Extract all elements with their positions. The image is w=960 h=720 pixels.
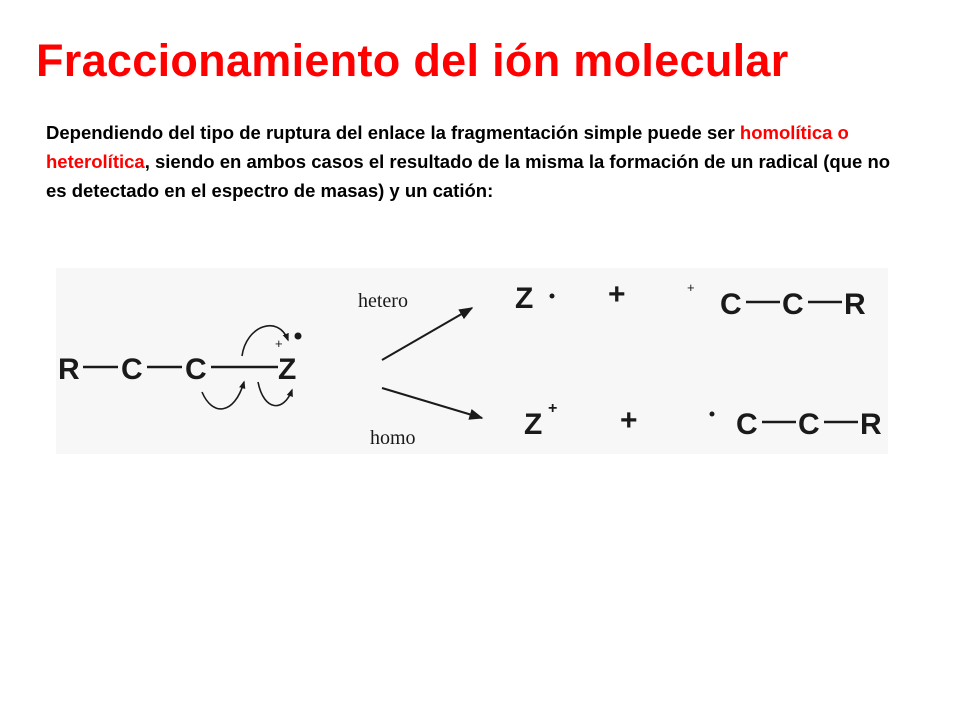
homo-cation-z: Z xyxy=(524,408,543,441)
homo-atom-r: R xyxy=(860,408,882,441)
hetero-atom-c1: C xyxy=(720,288,742,321)
reactant-molecule xyxy=(58,333,302,387)
hetero-plus-sign: + xyxy=(608,278,626,311)
slide-title: Fraccionamiento del ión molecular xyxy=(36,35,789,86)
hetero-products xyxy=(515,278,866,321)
homo-label: homo xyxy=(370,427,416,449)
reactant-atom-r: R xyxy=(58,353,80,386)
slide-paragraph xyxy=(46,118,906,205)
homolytic-curved-arrow-left xyxy=(202,382,244,409)
reactant-radical-dot xyxy=(295,333,302,340)
hetero-cation-charge: + xyxy=(687,280,695,295)
reactant-atom-c1: C xyxy=(121,353,143,386)
fragmentation-scheme-svg xyxy=(56,268,888,454)
homo-reaction-arrow xyxy=(382,388,482,418)
hetero-atom-c2: C xyxy=(782,288,804,321)
reactant-atom-c2: C xyxy=(185,353,207,386)
hetero-atom-r: R xyxy=(844,288,866,321)
fragmentation-scheme xyxy=(56,268,888,454)
homo-atom-c2: C xyxy=(798,408,820,441)
reactant-charge: + xyxy=(275,336,283,351)
homo-radical-dot xyxy=(710,412,715,417)
hetero-label: hetero xyxy=(358,290,408,312)
hetero-radical-z: Z xyxy=(515,282,534,315)
homo-atom-c1: C xyxy=(736,408,758,441)
paragraph-text-end: , siendo en ambos casos el resultado de la misma la formación de un radical (que no es detectado en el espectro de masas) y un catión: xyxy=(46,151,891,201)
reactant-atom-z: Z xyxy=(278,353,297,386)
hetero-reaction-arrow xyxy=(382,308,472,360)
homo-cation-charge: + xyxy=(548,400,558,417)
paragraph-highlight: homolítica o heterolítica xyxy=(46,122,849,172)
hetero-radical-dot xyxy=(550,294,555,299)
paragraph-text-start: Dependiendo del tipo de ruptura del enlace la fragmentación simple puede ser xyxy=(46,122,740,143)
homo-products xyxy=(524,400,882,441)
homo-plus-sign: + xyxy=(620,404,638,437)
